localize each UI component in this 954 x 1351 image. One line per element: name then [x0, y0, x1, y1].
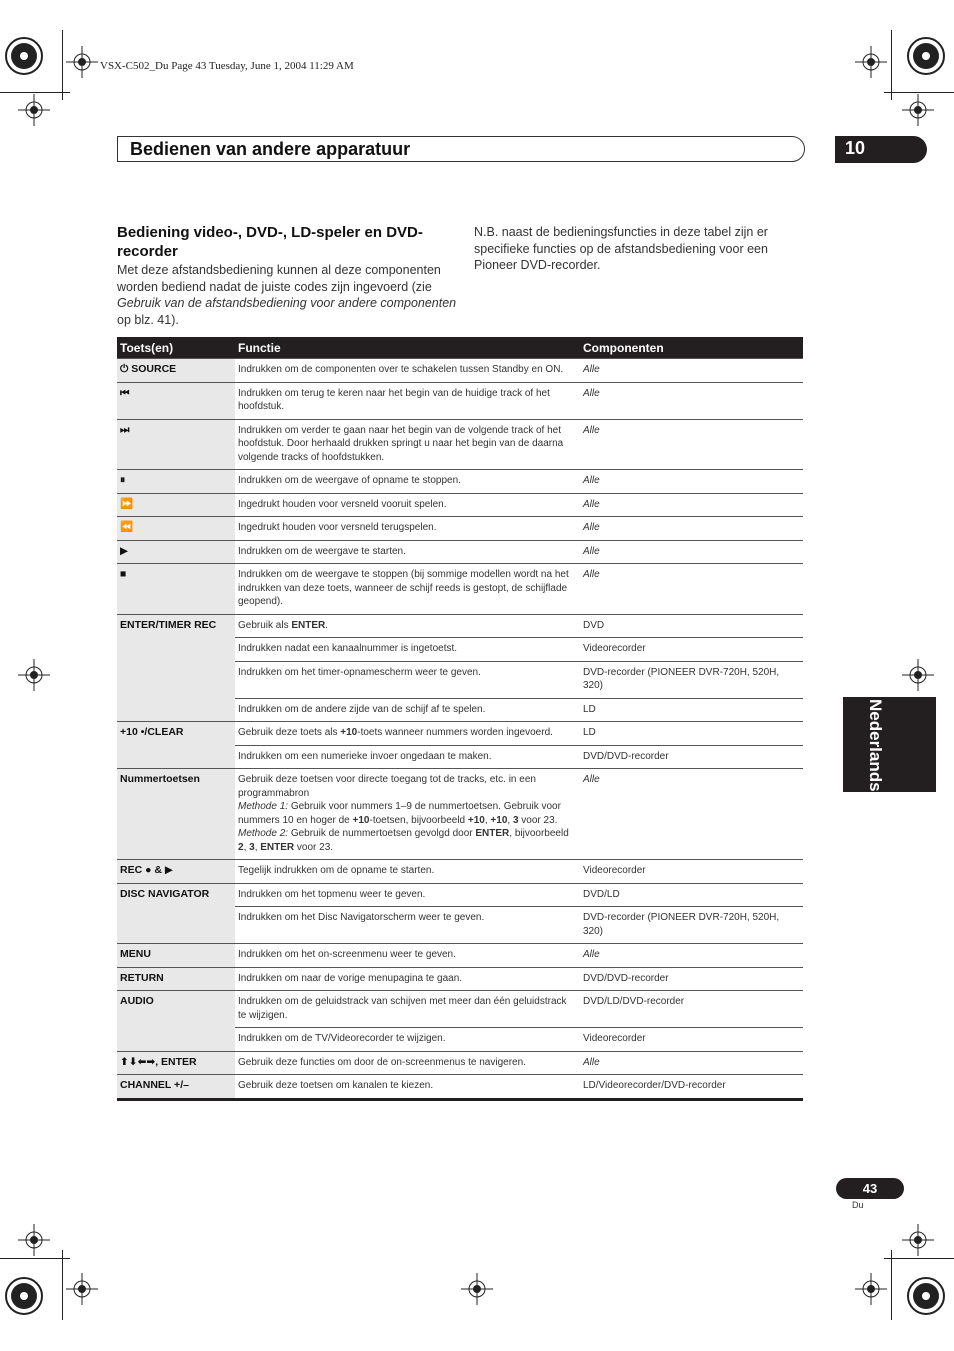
components-cell: Videorecorder [580, 860, 803, 884]
function-key-name: +10 [352, 814, 370, 826]
stop-icon: ■ [117, 564, 235, 615]
components-cell: LD/Videorecorder/DVD-recorder [580, 1075, 803, 1100]
function-key-name: 3 [249, 841, 255, 853]
function-text: Gebruik deze toetsen voor directe toegang tot de tracks, etc. in een programmabron [238, 774, 536, 799]
registration-crosshair-icon [902, 94, 934, 126]
key-label: SOURCE [131, 363, 177, 375]
registration-sunburst-icon [906, 1276, 946, 1316]
column-header-components: Componenten [580, 337, 803, 359]
function-cell: Indrukken om een numerieke invoer ongedaan te maken. [235, 745, 580, 769]
key-cell: REC ● & ▶ [117, 860, 235, 884]
components-cell: LD [580, 722, 803, 746]
chapter-number: 10 [835, 136, 927, 163]
skip-back-icon: ⏮ [117, 382, 235, 419]
function-text: voor 23. [294, 841, 334, 853]
function-cell: Indrukken om het topmenu weer te geven. [235, 883, 580, 907]
components-cell: DVD-recorder (PIONEER DVR-720H, 520H, 320) [580, 907, 803, 944]
function-text: -toets wanneer nummers worden ingevoerd. [357, 727, 553, 738]
intro-reference: Gebruik van de afstandsbediening voor andere componenten [117, 296, 457, 310]
crop-mark [891, 1250, 892, 1320]
function-text: Gebruik deze toets als [238, 727, 341, 738]
function-text: , [484, 814, 491, 826]
function-key-name: ENTER [291, 619, 326, 631]
key-cell: +10 •/CLEAR [117, 722, 235, 769]
table-row [117, 470, 803, 494]
components-cell: Alle [580, 470, 803, 494]
function-cell: Indrukken om de TV/Videorecorder te wijzigen. [235, 1028, 580, 1052]
components-cell: DVD [580, 614, 803, 638]
registration-crosshair-icon [902, 1224, 934, 1256]
components-cell: Videorecorder [580, 1028, 803, 1052]
table-row [117, 944, 803, 968]
registration-sunburst-icon [4, 36, 44, 76]
table-row [117, 517, 803, 541]
function-cell: Indrukken om de weergave te stoppen (bij sommige modellen wordt na het indrukken van deze toets, wanneer de schijf reeds is gestopt, de schijflade geopend). [235, 564, 580, 615]
function-key-name: +10 [490, 814, 508, 826]
components-cell: DVD/DVD-recorder [580, 745, 803, 769]
registration-crosshair-icon [855, 46, 887, 78]
components-cell: DVD/LD [580, 883, 803, 907]
key-cell: MENU [117, 944, 235, 968]
function-cell: Indrukken nadat een kanaalnummer is ingetoetst. [235, 638, 580, 662]
function-text: , [254, 841, 261, 853]
function-cell: Indrukken om de weergave of opname te stoppen. [235, 470, 580, 494]
function-cell: Gebruik deze functies om door de on-screenmenus te navigeren. [235, 1051, 580, 1075]
function-text: . [325, 619, 329, 631]
components-cell: Alle [580, 769, 803, 860]
function-cell [235, 722, 580, 746]
crop-mark [62, 30, 63, 100]
components-cell: Alle [580, 493, 803, 517]
table-row [117, 967, 803, 991]
registration-crosshair-icon [461, 1273, 493, 1305]
registration-sunburst-icon [906, 36, 946, 76]
key-cell: CHANNEL +/– [117, 1075, 235, 1100]
function-cell: Ingedrukt houden voor versneld vooruit spelen. [235, 493, 580, 517]
function-key-name: ENTER [260, 841, 295, 853]
function-text: Gebruik de nummertoetsen gevolgd door [288, 828, 476, 839]
function-text: Gebruik voor nummers 1–9 de nummertoetsen. Gebruik voor nummers 10 en hoger de [238, 801, 561, 826]
function-key-name: +10 [467, 814, 485, 826]
fast-forward-icon: ⏩ [117, 493, 235, 517]
function-key-name: 2 [238, 841, 244, 853]
print-mark: VSX-C502_Du Page 43 Tuesday, June 1, 2004 11:29 AM [100, 60, 354, 72]
table-row [117, 1075, 803, 1100]
registration-crosshair-icon [18, 659, 50, 691]
play-icon: ▶ [117, 540, 235, 564]
function-text: , bijvoorbeeld [509, 828, 569, 839]
registration-crosshair-icon [18, 94, 50, 126]
components-cell: DVD-recorder (PIONEER DVR-720H, 520H, 320) [580, 661, 803, 698]
remote-functions-table [117, 337, 803, 1101]
function-text: , [507, 814, 513, 826]
table-row [117, 722, 803, 746]
table-row [117, 860, 803, 884]
components-cell: Videorecorder [580, 638, 803, 662]
language-tab [843, 697, 936, 792]
crop-mark [891, 30, 892, 100]
table-row [117, 769, 803, 860]
method-label: Methode 1: [238, 801, 289, 812]
function-cell: Ingedrukt houden voor versneld terugspelen. [235, 517, 580, 541]
components-cell: Alle [580, 359, 803, 383]
function-text: Gebruik als [238, 619, 292, 631]
function-cell [235, 769, 580, 860]
crop-mark [884, 92, 954, 93]
section-intro [117, 262, 457, 328]
crop-mark [884, 1258, 954, 1259]
function-cell: Indrukken om het timer-opnamescherm weer te geven. [235, 661, 580, 698]
table-row [117, 991, 803, 1028]
function-key-name: +10 [340, 727, 358, 738]
table-row [117, 540, 803, 564]
components-cell: Alle [580, 382, 803, 419]
section-title: Bediening video-, DVD-, LD-speler en DVD-recorder [117, 224, 423, 260]
components-cell: Alle [580, 1051, 803, 1075]
function-cell: Tegelijk indrukken om de opname te starten. [235, 860, 580, 884]
components-cell: Alle [580, 419, 803, 470]
key-cell: AUDIO [117, 991, 235, 1052]
components-cell: Alle [580, 944, 803, 968]
components-cell: Alle [580, 517, 803, 541]
key-cell: RETURN [117, 967, 235, 991]
components-cell: LD [580, 698, 803, 722]
registration-crosshair-icon [66, 1273, 98, 1305]
function-cell: Indrukken om de componenten over te schakelen tussen Standby en ON. [235, 359, 580, 383]
power-icon: ⏻ [120, 363, 132, 375]
function-text: , [243, 841, 250, 853]
key-cell [117, 359, 235, 383]
registration-sunburst-icon [4, 1276, 44, 1316]
registration-crosshair-icon [18, 1224, 50, 1256]
language-tab-label: Nederlands [866, 699, 885, 792]
rewind-icon: ⏪ [117, 517, 235, 541]
method-label: Methode 2: [238, 828, 289, 839]
function-cell: Indrukken om het Disc Navigatorscherm weer te geven. [235, 907, 580, 944]
key-label: , ENTER [155, 1055, 197, 1068]
function-key-name: 3 [512, 814, 519, 826]
crop-mark [0, 1258, 70, 1259]
intro-text-end: op blz. 41). [117, 312, 179, 327]
chapter-header [117, 136, 805, 162]
function-cell: Indrukken om het on-screenmenu weer te geven. [235, 944, 580, 968]
function-cell: Indrukken om de weergave te starten. [235, 540, 580, 564]
table-row [117, 359, 803, 383]
function-key-name: ENTER [475, 828, 510, 839]
function-cell: Indrukken om de geluidstrack van schijven met meer dan één geluidstrack te wijzigen. [235, 991, 580, 1028]
function-cell: Indrukken om naar de vorige menupagina te gaan. [235, 967, 580, 991]
language-code: Du [852, 1200, 864, 1210]
table-row [117, 419, 803, 470]
registration-crosshair-icon [855, 1273, 887, 1305]
function-cell: Indrukken om de andere zijde van de schijf af te spelen. [235, 698, 580, 722]
skip-forward-icon: ⏭ [117, 419, 235, 470]
section-note: N.B. naast de bedieningsfuncties in deze tabel zijn er specifieke functies op de afstandsbediening voor een Pioneer DVD-recorder. [474, 225, 768, 272]
key-cell: Nummertoetsen [117, 769, 235, 860]
components-cell: DVD/LD/DVD-recorder [580, 991, 803, 1028]
crop-mark [0, 92, 70, 93]
column-header-function: Functie [235, 337, 580, 359]
function-text: -toetsen, bijvoorbeeld [369, 814, 468, 826]
table-row [117, 493, 803, 517]
components-cell: Alle [580, 540, 803, 564]
components-cell: DVD/DVD-recorder [580, 967, 803, 991]
table-row [117, 883, 803, 907]
pause-icon: ⏸ [117, 470, 235, 494]
table-row [117, 564, 803, 615]
table-row [117, 382, 803, 419]
arrow-keys-icon: ⬆⬇⬅➡ [120, 1055, 156, 1068]
components-cell: Alle [580, 564, 803, 615]
function-cell: Gebruik deze toetsen om kanalen te kiezen. [235, 1075, 580, 1100]
registration-crosshair-icon [66, 46, 98, 78]
registration-crosshair-icon [902, 659, 934, 691]
key-cell [117, 1051, 235, 1075]
column-header-keys: Toets(en) [117, 337, 235, 359]
table-row [117, 1051, 803, 1075]
key-cell: ENTER/TIMER REC [117, 614, 235, 722]
table-row [117, 614, 803, 638]
function-cell [235, 614, 580, 638]
function-cell: Indrukken om verder te gaan naar het begin van de volgende track of het hoofdstuk. Door herhaald drukken springt u naar het begin van de daarna volgende tracks of hoofdstukken. [235, 419, 580, 470]
function-text: voor 23. [518, 814, 558, 826]
intro-text: Met deze afstandsbediening kunnen al deze componenten worden bediend nadat de juiste codes zijn ingevoerd (zie [117, 263, 441, 294]
page-number: 43 [836, 1178, 904, 1199]
table-header-row [117, 337, 803, 359]
key-cell: DISC NAVIGATOR [117, 883, 235, 944]
chapter-title: Bedienen van andere apparatuur [130, 139, 411, 159]
function-cell: Indrukken om terug te keren naar het begin van de huidige track of het hoofdstuk. [235, 382, 580, 419]
crop-mark [62, 1250, 63, 1320]
